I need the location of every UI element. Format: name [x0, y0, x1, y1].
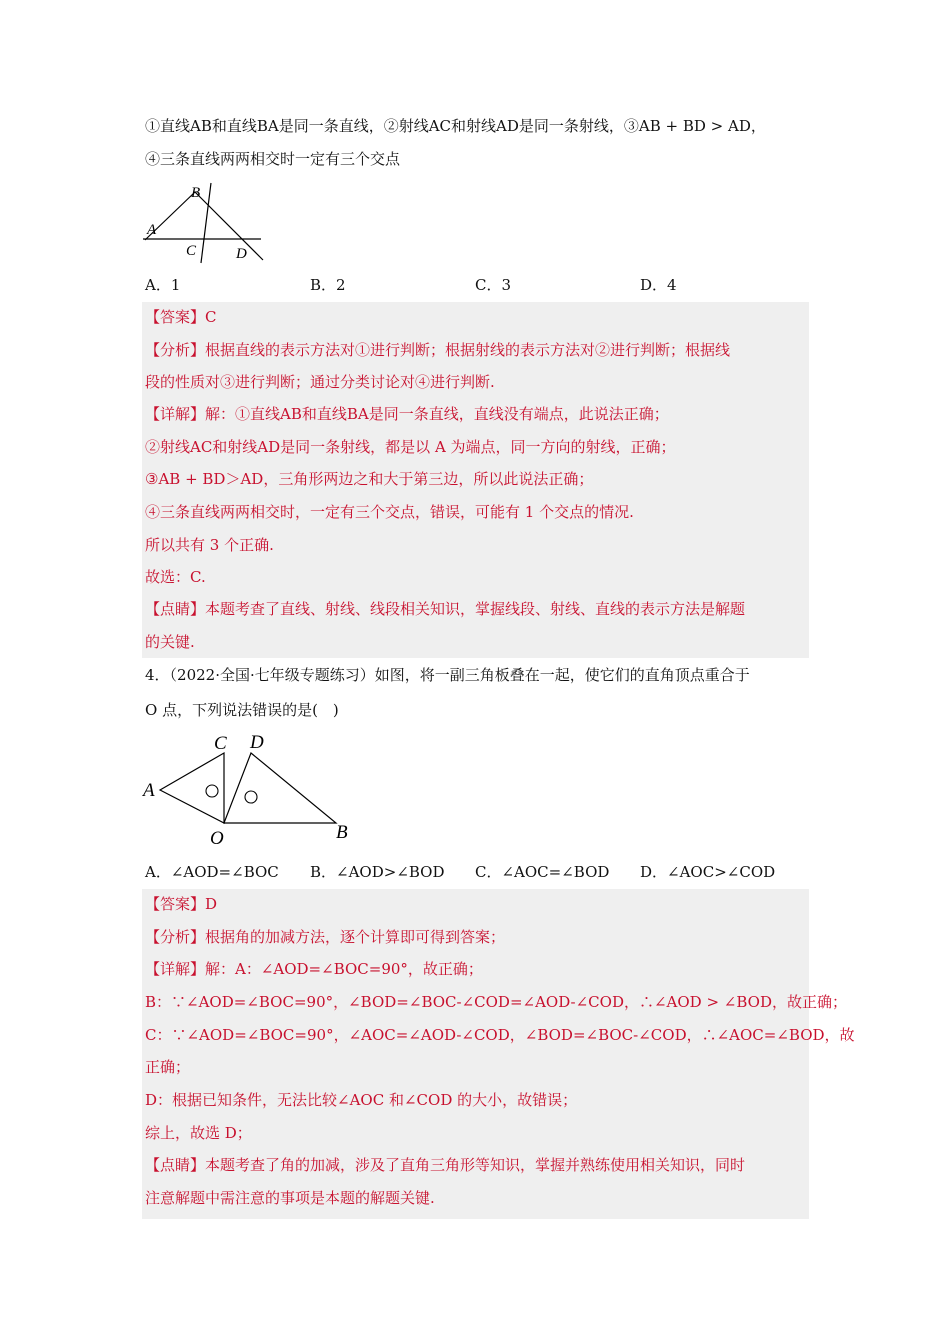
q3-statement-line2: ④三条直线两两相交时一定有三个交点 [145, 150, 401, 168]
q3-statement-line1: ①直线AB和直线BA是同一条直线，②射线AC和射线AD是同一条射线，③AB + BD > AD， [145, 117, 766, 135]
q4-detail-line6: 综上，故选 D； [145, 1124, 252, 1142]
q4-detail-line3: C：∵∠AOD=∠BOC=90°，∠AOC=∠AOD-∠COD，∠BOD=∠BOC-∠COD，∴∠AOC=∠BOD，故 [145, 1026, 855, 1044]
q3-option-b[interactable]: B．2 [310, 276, 346, 294]
label-c: C [186, 243, 197, 259]
q4-detail-line1: 【详解】解：A：∠AOD=∠BOC=90°，故正确； [145, 960, 483, 978]
q3-detail-line2: ②射线AC和射线AD是同一条射线，都是以 A 为端点，同一方向的射线，正确； [145, 438, 676, 456]
label-d: D [236, 246, 247, 262]
q4-option-c[interactable]: C．∠AOC=∠BOD [475, 863, 610, 881]
q3-answer: 【答案】C [145, 308, 217, 326]
q3-detail-line4: ④三条直线两两相交时，一定有三个交点，错误，可能有 1 个交点的情况. [145, 503, 634, 521]
q3-option-a[interactable]: A．1 [145, 276, 181, 294]
q3-analysis-line1: 【分析】根据直线的表示方法对①进行判断；根据射线的表示方法对②进行判断；根据线 [145, 341, 731, 359]
q4-option-a[interactable]: A．∠AOD=∠BOC [145, 863, 279, 881]
label-a: A [143, 780, 155, 801]
q4-comment-line1: 【点睛】本题考查了角的加减，涉及了直角三角形等知识，掌握并熟练使用相关知识，同时 [145, 1156, 746, 1174]
q3-figure [143, 180, 268, 265]
q4-option-b[interactable]: B．∠AOD>∠BOD [310, 863, 445, 881]
q4-answer: 【答案】D [145, 895, 218, 913]
q3-option-d[interactable]: D．4 [640, 276, 677, 294]
q4-detail-line2: B：∵∠AOD=∠BOC=90°，∠BOD=∠BOC-∠COD=∠AOD-∠COD，∴∠AOD > ∠BOD，故正确； [145, 993, 847, 1011]
triangle-dob [224, 753, 336, 823]
label-d: D [250, 732, 264, 753]
q4-statement-line2: O 点，下列说法错误的是( ) [145, 701, 339, 719]
label-o: O [210, 828, 224, 849]
q4-figure [140, 728, 360, 850]
hole-circle-right [245, 791, 257, 803]
q4-comment-line2: 注意解题中需注意的事项是本题的解题关键. [145, 1189, 435, 1207]
hole-circle-left [206, 785, 218, 797]
line-bc [201, 183, 211, 263]
q4-detail-line4: 正确； [145, 1058, 191, 1076]
q4-detail-line5: D：根据已知条件，无法比较∠AOC 和∠COD 的大小，故错误； [145, 1091, 578, 1109]
q3-comment-line1: 【点睛】本题考查了直线、射线、线段相关知识，掌握线段、射线、直线的表示方法是解题 [145, 600, 746, 618]
q3-option-c[interactable]: C．3 [475, 276, 512, 294]
q3-detail-line3: ③AB + BD＞AD，三角形两边之和大于第三边，所以此说法正确； [145, 470, 594, 488]
label-c: C [214, 733, 227, 754]
q3-analysis-line2: 段的性质对③进行判断；通过分类讨论对④进行判断. [145, 373, 495, 391]
q4-analysis: 【分析】根据角的加减方法，逐个计算即可得到答案； [145, 928, 506, 946]
q3-detail-line5: 所以共有 3 个正确. [145, 536, 274, 554]
q4-statement-line1: 4．（2022·全国·七年级专题练习）如图，将一副三角板叠在一起，使它们的直角顶点重合于 [145, 666, 750, 684]
label-b: B [336, 822, 348, 843]
label-b: B [191, 185, 201, 201]
q3-detail-line1: 【详解】解：①直线AB和直线BA是同一条直线，直线没有端点，此说法正确； [145, 405, 669, 423]
triangle-aoc [160, 753, 224, 823]
q3-detail-line6: 故选：C. [145, 568, 206, 586]
q3-comment-line2: 的关键. [145, 633, 195, 651]
q4-option-d[interactable]: D．∠AOC>∠COD [640, 863, 776, 881]
label-a: A [147, 222, 157, 238]
